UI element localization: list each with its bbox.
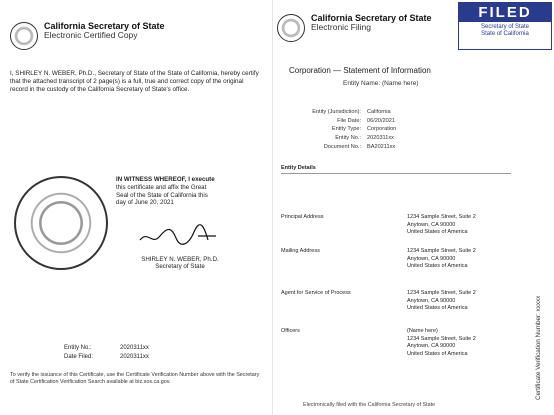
filed-subtitle: Secretary of State State of California (480, 24, 530, 38)
filing-metadata (297, 108, 427, 151)
entity-name: Entity Name: (Name here) (343, 80, 419, 87)
certification-paragraph: I, SHIRLEY N. WEBER, Ph.D., Secretary of State of the State of California, hereby certify that the attached transcript of 2 page(s) is a full, true and correct copy of the original record in the custody of the California Secretary of State's office. (10, 70, 259, 94)
great-seal-icon (14, 176, 108, 270)
signer-name: SHIRLEY N. WEBER, Ph.D. (141, 256, 219, 263)
meta-label: File Date: (337, 117, 361, 124)
address-line: 1234 Sample Street, Suite 2 (407, 290, 476, 296)
header-title: California Secretary of State (311, 13, 432, 23)
address-line: United States of America (407, 351, 468, 358)
field-label: Date Filed: (64, 353, 94, 360)
field-value: 2020311xx (120, 353, 149, 360)
section-entity-details (281, 165, 511, 174)
section-mailing-address (281, 248, 525, 270)
meta-label: Entity (Jurisdiction): (312, 109, 361, 115)
signer-title: Secretary of State (155, 263, 205, 271)
field-value: 2020311xx (120, 345, 149, 351)
address-line: United States of America (407, 229, 468, 236)
section-label: Principal Address (281, 214, 324, 220)
section-label: Mailing Address (281, 248, 320, 254)
right-footer: Electronically filed with the California Secretary of State (303, 402, 436, 408)
meta-value: 2020311xx (367, 134, 394, 141)
signature-image (138, 224, 218, 248)
meta-label: Entity Type: (331, 126, 361, 133)
address-line: Anytown, CA 90000 (407, 297, 456, 304)
filed-label: FILED (459, 3, 551, 22)
section-agent (281, 290, 525, 312)
meta-label: Document No.: (323, 143, 361, 150)
witness-block (116, 176, 266, 207)
section-label: Officers (281, 328, 300, 334)
meta-value: Corporation (367, 126, 397, 133)
header-title: California Secretary of State (44, 21, 165, 31)
address-line: 1234 Sample Street, Suite 2 (407, 335, 476, 342)
address-line: 1234 Sample Street, Suite 2 (407, 248, 476, 254)
verification-footer: To verify the issuance of this Certificate, use the Certificate Verification Number above with the Secretary of State Certification Verification Search available at biz.sos.ca.gov. (10, 372, 260, 385)
header-subtitle: Electronic Certified Copy (44, 30, 138, 41)
officer-name: (Name here) (407, 328, 438, 334)
certificate-fields (64, 344, 180, 361)
address-line: United States of America (407, 263, 468, 270)
section-label: Agent for Service of Process (281, 290, 351, 296)
signer-block (122, 256, 238, 271)
header-subtitle: Electronic Filing (311, 22, 371, 33)
statement-of-information-page (272, 0, 554, 415)
meta-value: California (367, 109, 391, 115)
address-line: Anytown, CA 90000 (407, 221, 456, 228)
witness-line: this certificate and affix the Great (116, 183, 207, 191)
certified-copy-page (0, 0, 272, 415)
section-label: Entity Details (281, 165, 511, 174)
state-seal-icon (277, 14, 305, 42)
address-line: Anytown, CA 90000 (407, 343, 456, 350)
address-line: 1234 Sample Street, Suite 2 (407, 214, 476, 220)
right-header (277, 14, 432, 42)
left-header (10, 22, 165, 50)
field-label: Entity No.: (64, 345, 92, 351)
filed-stamp (458, 2, 552, 50)
document-title: Corporation — Statement of Information (289, 66, 431, 75)
section-officers (281, 328, 525, 358)
meta-value: BA20211xx (367, 143, 396, 150)
witness-line: day of June 20, 2021 (116, 199, 174, 207)
meta-value: 06/20/2021 (367, 117, 395, 124)
address-line: Anytown, CA 90000 (407, 255, 456, 262)
verification-side-text: Certificate Verification Number: xxxxx (535, 295, 542, 400)
section-principal-address (281, 214, 525, 236)
address-line: United States of America (407, 305, 468, 312)
witness-line: Seal of the State of California this (116, 191, 208, 199)
meta-label: Entity No.: (335, 134, 361, 141)
state-seal-icon (10, 22, 38, 50)
witness-line: IN WITNESS WHEREOF, I execute (116, 176, 215, 183)
